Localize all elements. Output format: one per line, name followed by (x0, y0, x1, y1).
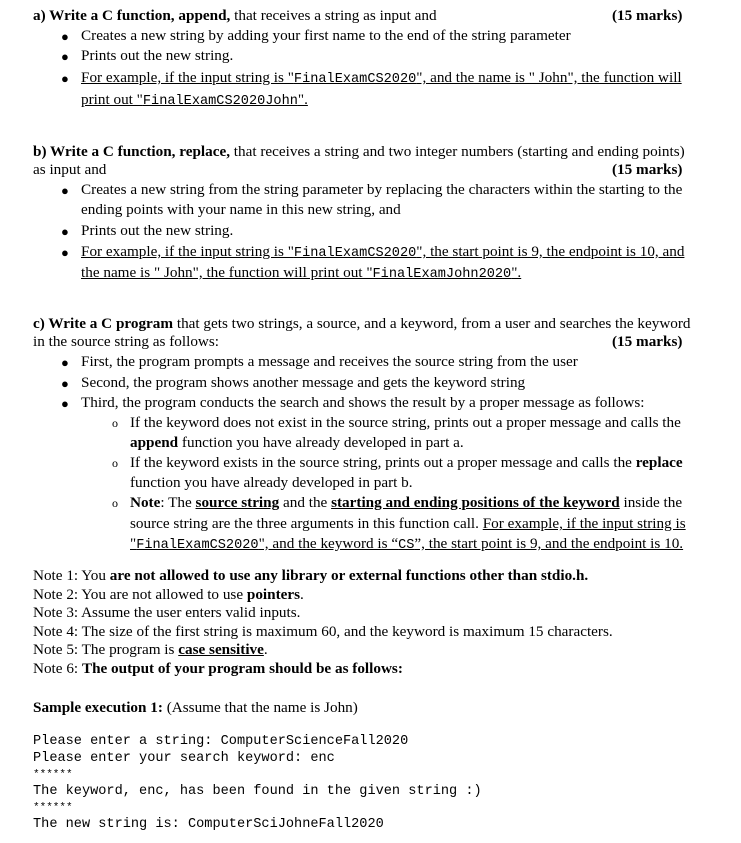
text: For example, if the input string is " (81, 243, 294, 260)
text: . (300, 586, 304, 603)
part-c-sub-3-line3 (130, 534, 683, 555)
bullet-icon: ● (61, 224, 69, 239)
text: Note 2: You are not allowed to use (33, 586, 247, 603)
bullet-icon: ● (61, 29, 69, 44)
text: If the keyword exists in the source string, prints out a proper message and calls the (130, 454, 636, 471)
bullet-icon: ● (61, 396, 69, 411)
part-c-title-rest: that gets two strings, a source, and a keyword, from a user and searches the keyword (173, 315, 691, 332)
text: For example, if the input string is " (81, 69, 294, 86)
bold-text: Sample execution 1: (33, 699, 163, 716)
circle-bullet-icon: o (112, 456, 118, 470)
note-5 (33, 640, 268, 659)
part-c-sub-1-line1: If the keyword does not exist in the source string, prints out a proper message and calls the (130, 414, 681, 431)
sample-output-line-1: Please enter a string: ComputerScienceFall2020 (33, 734, 409, 749)
bold-text: append (130, 434, 179, 451)
part-c-bullet-2: Second, the program shows another message and gets the keyword string (81, 374, 526, 391)
sample-output-line-2: Please enter your search keyword: enc (33, 751, 335, 766)
part-c-sub-1-line2 (130, 433, 464, 452)
part-a-bullet-1: Creates a new string by adding your first name to the end of the string parameter (81, 27, 571, 44)
part-c-sub-3-line2 (130, 514, 686, 533)
bold-underline-text: starting and ending positions of the keyword (331, 494, 620, 511)
part-b-title-rest: that receives a string and two integer numbers (starting and ending points) (230, 143, 685, 160)
note-1 (33, 566, 588, 585)
text: print out " (81, 91, 143, 108)
text: source string are the three arguments in this function call. (130, 515, 483, 532)
bullet-icon: ● (61, 245, 69, 260)
sample-output-line-3: The keyword, enc, has been found in the given string :) (33, 784, 482, 799)
part-b-bullet-1-line2: ending points with your name in this new string, and (81, 201, 401, 218)
part-a-bullet-3-line2 (81, 90, 308, 111)
text: ", the start point is 9, the endpoint is 10, and (416, 243, 685, 260)
part-c-title-line2: in the source string as follows: (33, 333, 220, 350)
code-text: FinalExamCS2020 (293, 246, 417, 261)
part-c-sub-3-line1 (130, 493, 682, 512)
part-b-title-line2: as input and (33, 161, 107, 178)
part-b-title (33, 142, 685, 161)
part-b-bullet-3-line1 (81, 242, 684, 263)
code-text: FinalExamCS2020John (142, 94, 298, 109)
text: Note 5: The program is (33, 641, 179, 658)
part-b-title-bold: b) Write a C function, replace, (33, 143, 230, 160)
circle-bullet-icon: o (112, 416, 118, 430)
text: function you have already developed in part a. (178, 434, 464, 451)
code-text: FinalExamCS2020 (136, 538, 259, 553)
text: inside the (619, 494, 683, 511)
bold-underline-text: source string (195, 494, 280, 511)
bullet-icon: ● (61, 49, 69, 64)
part-b-bullet-3-line2 (81, 263, 521, 284)
text: ", and the keyword is “ (258, 535, 399, 552)
part-c-title-bold: c) Write a C program (33, 315, 174, 332)
bold-text: replace (635, 454, 683, 471)
text: : The (160, 494, 196, 511)
part-b-bullet-2: Prints out the new string. (81, 222, 234, 239)
part-b-bullet-1-line1: Creates a new string from the string parameter by replacing the characters within the starting to the (81, 181, 683, 198)
part-b-marks: (15 marks) (612, 161, 683, 178)
part-a-title-rest: that receives a string as input and (230, 7, 437, 24)
note-3: Note 3: Assume the user enters valid inputs. (33, 604, 301, 621)
text: ". (297, 91, 308, 108)
part-a-bullet-2: Prints out the new string. (81, 47, 234, 64)
part-c-sub-2-line1 (130, 453, 683, 472)
code-text: FinalExamCS2020 (293, 72, 417, 87)
note-2 (33, 585, 304, 604)
code-text: FinalExamJohn2020 (372, 267, 512, 282)
part-c-sub-2-line2: function you have already developed in part b. (130, 474, 413, 491)
bullet-icon: ● (61, 183, 69, 198)
circle-bullet-icon: o (112, 496, 118, 510)
part-a-title (33, 6, 437, 25)
note-6 (33, 659, 403, 678)
bold-underline-text: case sensitive (178, 641, 264, 658)
part-c-title (33, 314, 691, 333)
sample-heading (33, 698, 358, 717)
bold-text: are not allowed to use any library or external functions other than stdio.h. (109, 567, 589, 584)
bullet-icon: ● (61, 376, 69, 391)
text: Note 6: (33, 660, 82, 677)
bullet-icon: ● (61, 355, 69, 370)
text: the name is " John", the function will print out " (81, 264, 373, 281)
text: Note 1: You (33, 567, 110, 584)
bold-text: The output of your program should be as follows: (81, 660, 403, 677)
text: . (263, 641, 268, 658)
part-c-bullet-1: First, the program prompts a message and receives the source string from the user (81, 353, 578, 370)
code-text: CS (398, 538, 415, 553)
part-a-marks: (15 marks) (612, 7, 683, 24)
bullet-icon: ● (61, 71, 69, 86)
sample-output-line-4: The new string is: ComputerSciJohneFall2020 (33, 817, 384, 832)
part-c-marks: (15 marks) (612, 333, 683, 350)
text: " (130, 535, 137, 552)
text: (Assume that the name is John) (162, 699, 358, 716)
sample-stars-2: ****** (33, 802, 73, 814)
part-a-bullet-3-line1 (81, 68, 682, 89)
text: ", and the name is " John", the function will (416, 69, 682, 86)
underline-text: For example, if the input string is (482, 515, 686, 532)
text: ". (511, 264, 522, 281)
bold-text: pointers (246, 586, 301, 603)
sample-stars-1: ****** (33, 769, 73, 781)
bold-text: Note (130, 494, 161, 511)
note-4: Note 4: The size of the first string is maximum 60, and the keyword is maximum 15 characters. (33, 623, 613, 640)
part-a-title-bold: a) Write a C function, append, (33, 7, 231, 24)
text: and the (279, 494, 332, 511)
text: ”, the start point is 9, and the endpoint is 10. (414, 535, 684, 552)
part-c-bullet-3: Third, the program conducts the search and shows the result by a proper message as follows: (81, 394, 645, 411)
